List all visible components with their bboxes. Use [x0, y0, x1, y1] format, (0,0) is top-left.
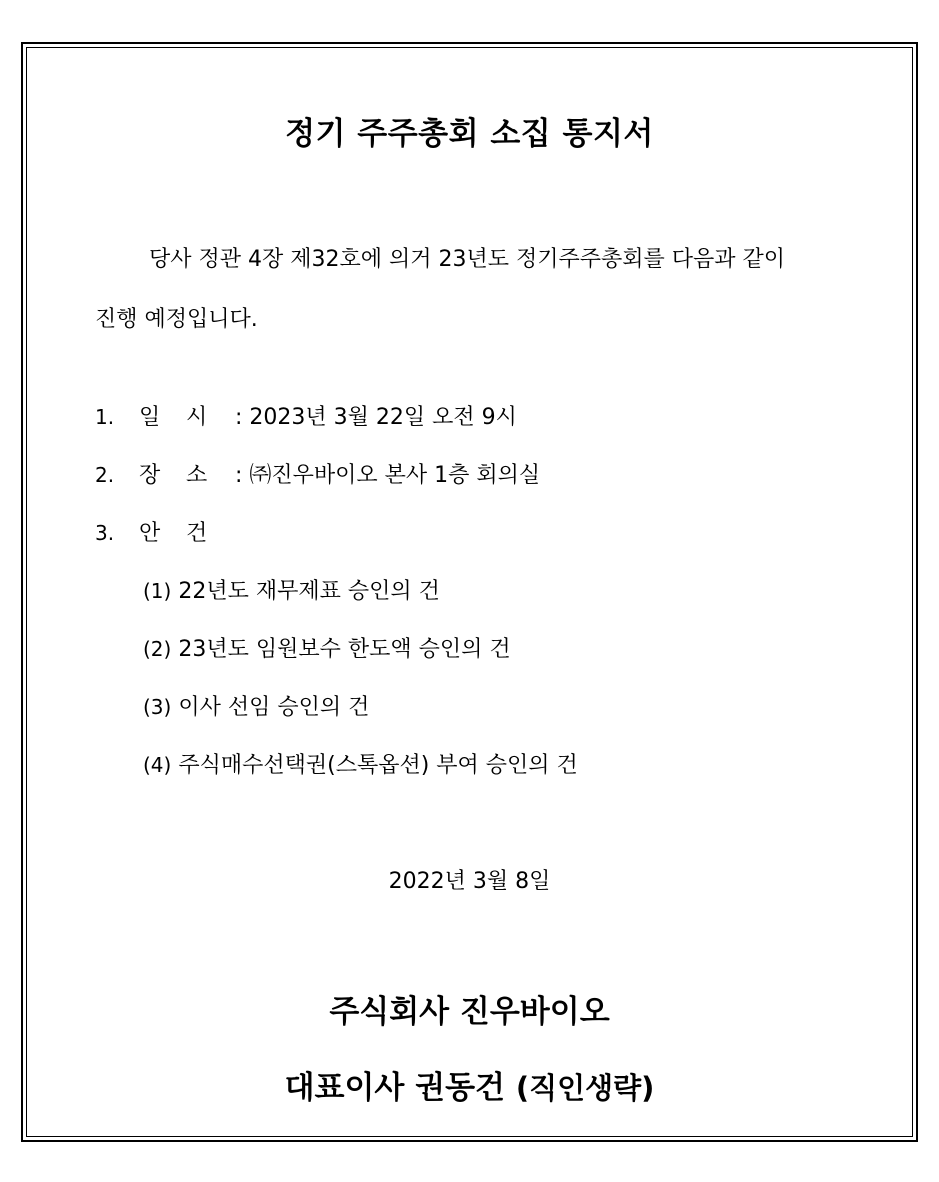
notice-date: 2022년 3월 8일 — [388, 869, 551, 894]
item-label-char: 안 — [139, 521, 161, 546]
agenda-index: (2) — [143, 637, 172, 661]
intro-paragraph — [95, 230, 852, 350]
agenda-text: 22년도 재무제표 승인의 건 — [178, 579, 440, 604]
item-value: : ㈜진우바이오 본사 1층 회의실 — [235, 463, 541, 488]
company-name: 주식회사 진우바이오 — [329, 994, 610, 1030]
document-title: 정기 주주총회 소집 통지서 — [285, 116, 654, 152]
agenda-index: (4) — [143, 753, 172, 777]
item-number: 1. — [95, 405, 115, 429]
agenda-index: (1) — [143, 579, 172, 603]
item-datetime — [95, 402, 517, 432]
item-number: 3. — [95, 521, 115, 545]
agenda-item-2 — [143, 634, 511, 664]
document-outer-border — [21, 42, 918, 1142]
agenda-text: 23년도 임원보수 한도액 승인의 건 — [178, 637, 511, 662]
item-label-char: 장 — [139, 463, 161, 488]
agenda-item-1 — [143, 576, 440, 606]
item-agenda — [95, 518, 235, 548]
agenda-index: (3) — [143, 695, 172, 719]
agenda-text: 주식매수선택권(스톡옵션) 부여 승인의 건 — [178, 753, 578, 778]
seal-omitted-note: (직인생략) — [515, 1071, 655, 1105]
item-label — [139, 461, 235, 491]
item-label-char: 시 — [186, 405, 208, 430]
item-label — [139, 403, 235, 433]
ceo-signature-line — [27, 1062, 912, 1107]
item-label — [139, 519, 235, 549]
intro-line-1: 당사 정관 4장 제32호에 의거 23년도 정기주주총회를 다음과 같이 — [149, 247, 785, 272]
item-value: : 2023년 3월 22일 오전 9시 — [235, 405, 517, 430]
item-label-char: 소 — [186, 463, 208, 488]
agenda-item-4 — [143, 750, 578, 780]
intro-line-2: 진행 예정입니다. — [95, 307, 258, 332]
item-label-char: 일 — [139, 405, 161, 430]
document-inner-border — [26, 47, 913, 1137]
item-location — [95, 460, 540, 490]
ceo-name: 대표이사 권동건 — [284, 1070, 506, 1106]
item-number: 2. — [95, 463, 115, 487]
agenda-item-3 — [143, 692, 369, 722]
agenda-text: 이사 선임 승인의 건 — [178, 695, 370, 720]
item-label-char: 건 — [186, 521, 208, 546]
